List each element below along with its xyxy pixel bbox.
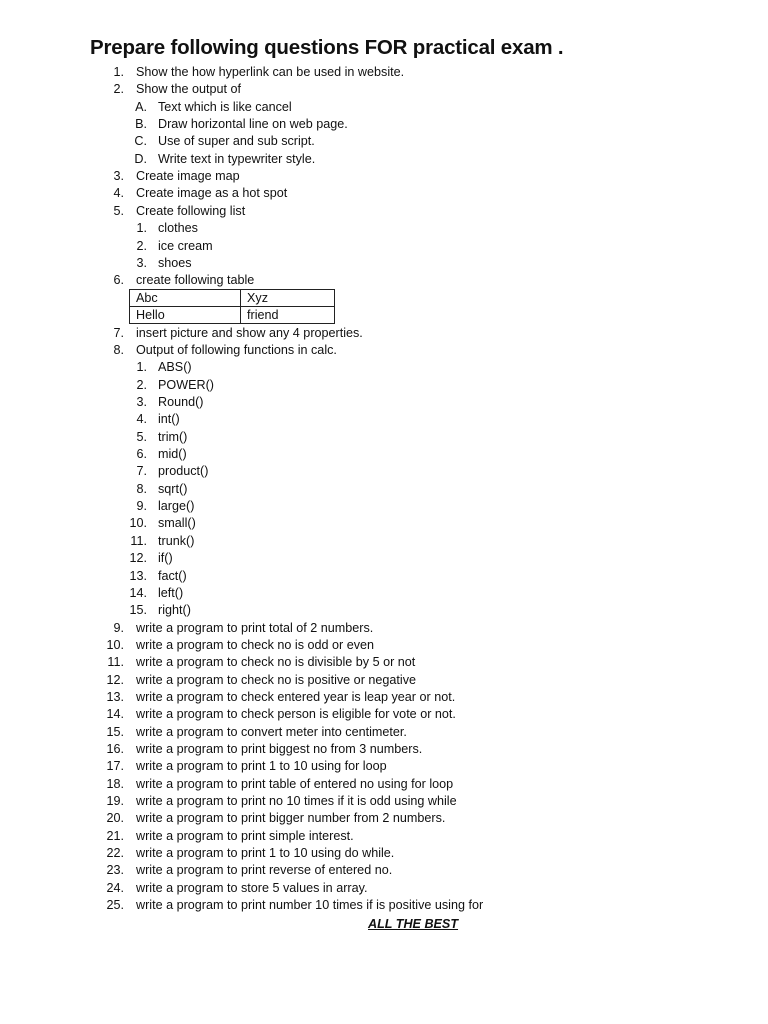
list-item <box>0 446 768 463</box>
sample-table <box>129 289 335 324</box>
list-item <box>0 620 768 637</box>
list-item <box>0 99 768 116</box>
list-item <box>0 706 768 723</box>
list-item-number: 17. <box>106 759 124 774</box>
list-item-text: clothes <box>158 221 198 236</box>
table-cell: friend <box>241 307 335 324</box>
list-item-number: 2. <box>136 238 147 253</box>
list-item-text: write a program to check person is eligible for vote or not. <box>136 707 456 722</box>
list-item <box>0 481 768 498</box>
list-item <box>0 637 768 654</box>
table-row <box>130 307 335 324</box>
list-item-number: 11. <box>130 533 147 548</box>
list-item-number: 8. <box>113 342 124 357</box>
list-item-number: 15. <box>129 603 147 618</box>
list-item-text: Show the how hyperlink can be used in website. <box>136 65 405 79</box>
list-item-text: small() <box>158 516 196 531</box>
list-item-text: write a program to print simple interest. <box>136 828 354 843</box>
list-item-number: 7. <box>113 325 124 340</box>
list-item-number: 5. <box>136 429 147 444</box>
list-item <box>0 255 768 272</box>
list-item-number: 4. <box>136 412 147 427</box>
list-item <box>0 585 768 602</box>
list-item-text: Use of super and sub script. <box>158 134 315 149</box>
list-item <box>0 133 768 150</box>
list-item-text: Create image as a hot spot <box>136 186 288 201</box>
list-item <box>0 81 768 98</box>
list-item-number: 3. <box>136 255 147 270</box>
list-item-text: left() <box>158 585 184 600</box>
list-item <box>0 220 768 237</box>
list-item-number: 6. <box>113 273 124 288</box>
list-item <box>0 810 768 827</box>
list-item-text: write a program to store 5 values in array. <box>136 880 368 895</box>
list-item-text: Draw horizontal line on web page. <box>158 117 348 131</box>
closing-note: ALL THE BEST <box>368 917 459 931</box>
list-item <box>0 758 768 775</box>
list-item-number: C. <box>134 134 147 149</box>
list-item <box>0 498 768 515</box>
list-item-text: write a program to print number 10 times if is positive using for <box>136 898 484 913</box>
list-item <box>0 394 768 411</box>
list-item <box>0 429 768 446</box>
list-item-number: 1. <box>136 360 147 375</box>
list-item-number: 18. <box>106 776 124 791</box>
list-item <box>0 776 768 793</box>
list-item-number: 20. <box>106 811 124 826</box>
list-item-number: 1. <box>136 221 147 236</box>
table-cell: Xyz <box>241 290 335 307</box>
list-item-text: write a program to check no is positive or negative <box>136 672 416 687</box>
list-item-text: Create image map <box>136 169 240 184</box>
table-cell: Abc <box>130 290 241 307</box>
list-item <box>0 741 768 758</box>
list-item <box>0 359 768 376</box>
list-item-number: 3. <box>113 169 124 184</box>
list-item-number: 2. <box>136 377 147 392</box>
list-item <box>0 845 768 862</box>
list-item <box>0 533 768 550</box>
list-item-number: 23. <box>106 863 124 878</box>
list-item-text: write a program to check entered year is leap year or not. <box>136 689 456 704</box>
list-item-text: trim() <box>158 429 188 444</box>
list-item-number: 19. <box>106 794 124 808</box>
list-item-text: ice cream <box>158 238 213 253</box>
list-item <box>0 568 768 585</box>
list-item-number: 14. <box>129 585 147 600</box>
list-item <box>0 238 768 255</box>
list-item <box>0 689 768 706</box>
list-item <box>0 880 768 897</box>
list-item-text: write a program to check no is odd or even <box>136 637 375 652</box>
list-item <box>0 185 768 202</box>
list-item-number: 9. <box>136 499 147 514</box>
list-item-text: right() <box>158 603 191 618</box>
list-item-number: 1. <box>113 65 124 79</box>
table-cell: Hello <box>130 307 241 324</box>
list-item <box>0 64 768 81</box>
list-item <box>0 724 768 741</box>
list-item <box>0 272 768 289</box>
list-item-number: 25. <box>106 898 124 913</box>
list-item <box>0 342 768 359</box>
list-item <box>0 377 768 394</box>
list-item <box>0 325 768 342</box>
list-item-text: Round() <box>158 395 204 409</box>
table-row <box>130 290 335 307</box>
list-item-number: 4. <box>113 186 124 201</box>
list-item-number: 22. <box>106 846 124 861</box>
list-item-text: write a program to print no 10 times if it is odd using while <box>136 794 457 808</box>
list-item-text: ABS() <box>158 360 192 375</box>
list-item-text: Create following list <box>136 203 246 218</box>
list-item-text: write a program to print bigger number from 2 numbers. <box>136 811 446 826</box>
list-item-number: 13. <box>106 689 124 704</box>
list-item-text: write a program to print 1 to 10 using do while. <box>136 846 395 861</box>
list-item-number: 8. <box>136 481 147 496</box>
list-item <box>0 168 768 185</box>
list-item-text: sqrt() <box>158 481 188 496</box>
list-item-text: Write text in typewriter style. <box>158 151 316 166</box>
list-item <box>0 654 768 671</box>
list-item-text: write a program to print table of entered no using for loop <box>136 776 454 791</box>
list-item-text: insert picture and show any 4 properties. <box>136 325 363 340</box>
list-item-number: A. <box>135 99 147 114</box>
list-item-number: 7. <box>136 464 147 479</box>
list-item-text: write a program to print biggest no from 3 numbers. <box>136 742 423 756</box>
list-item-number: 21. <box>106 828 124 843</box>
list-item <box>0 515 768 532</box>
list-item <box>0 116 768 133</box>
list-item-number: 3. <box>136 395 147 409</box>
list-item <box>0 463 768 480</box>
list-item-text: create following table <box>136 273 255 288</box>
list-item-number: 10. <box>106 637 124 652</box>
list-item-number: 13. <box>129 568 147 583</box>
list-item-text: trunk() <box>158 533 195 548</box>
list-item-number: 10. <box>129 516 147 531</box>
list-item-number: 24. <box>106 880 124 895</box>
list-item <box>0 793 768 810</box>
list-item-number: B. <box>135 117 147 131</box>
list-item-number: 14. <box>106 707 124 722</box>
list-item-text: write a program to print 1 to 10 using for loop <box>136 759 387 774</box>
list-item-text: Text which is like cancel <box>158 99 292 114</box>
list-item-text: int() <box>158 412 180 427</box>
list-item <box>0 602 768 619</box>
list-item-text: Show the output of <box>136 82 242 97</box>
list-item-number: 15. <box>106 724 124 739</box>
list-item-number: D. <box>134 151 147 166</box>
list-item-number: 2. <box>113 82 124 97</box>
list-item-number: 5. <box>113 203 124 218</box>
list-item-text: mid() <box>158 447 187 461</box>
list-item-text: Output of following functions in calc. <box>136 342 337 357</box>
list-item-text: write a program to convert meter into centimeter. <box>136 724 407 739</box>
list-item <box>0 411 768 428</box>
list-item <box>0 672 768 689</box>
page-title: Prepare following questions FOR practical exam . <box>90 36 564 59</box>
list-item-text: if() <box>158 551 173 566</box>
list-item <box>0 550 768 567</box>
list-item-number: 6. <box>136 447 147 461</box>
list-item-number: 12. <box>129 551 147 566</box>
list-item <box>0 203 768 220</box>
list-item-number: 11. <box>107 655 124 670</box>
list-item <box>0 862 768 879</box>
list-item-text: write a program to check no is divisible by 5 or not <box>136 655 416 670</box>
list-item-text: shoes <box>158 255 192 270</box>
list-item-number: 16. <box>106 742 124 756</box>
list-item-text: fact() <box>158 568 187 583</box>
list-item-text: write a program to print reverse of entered no. <box>136 863 393 878</box>
list-item-text: large() <box>158 499 195 514</box>
list-item-text: product() <box>158 464 209 479</box>
list-item-number: 9. <box>113 620 124 635</box>
list-item <box>0 828 768 845</box>
list-item-number: 12. <box>106 672 124 687</box>
list-item-text: POWER() <box>158 377 214 392</box>
list-item-text: write a program to print total of 2 numbers. <box>136 620 374 635</box>
list-item <box>0 897 768 914</box>
list-item <box>0 151 768 168</box>
